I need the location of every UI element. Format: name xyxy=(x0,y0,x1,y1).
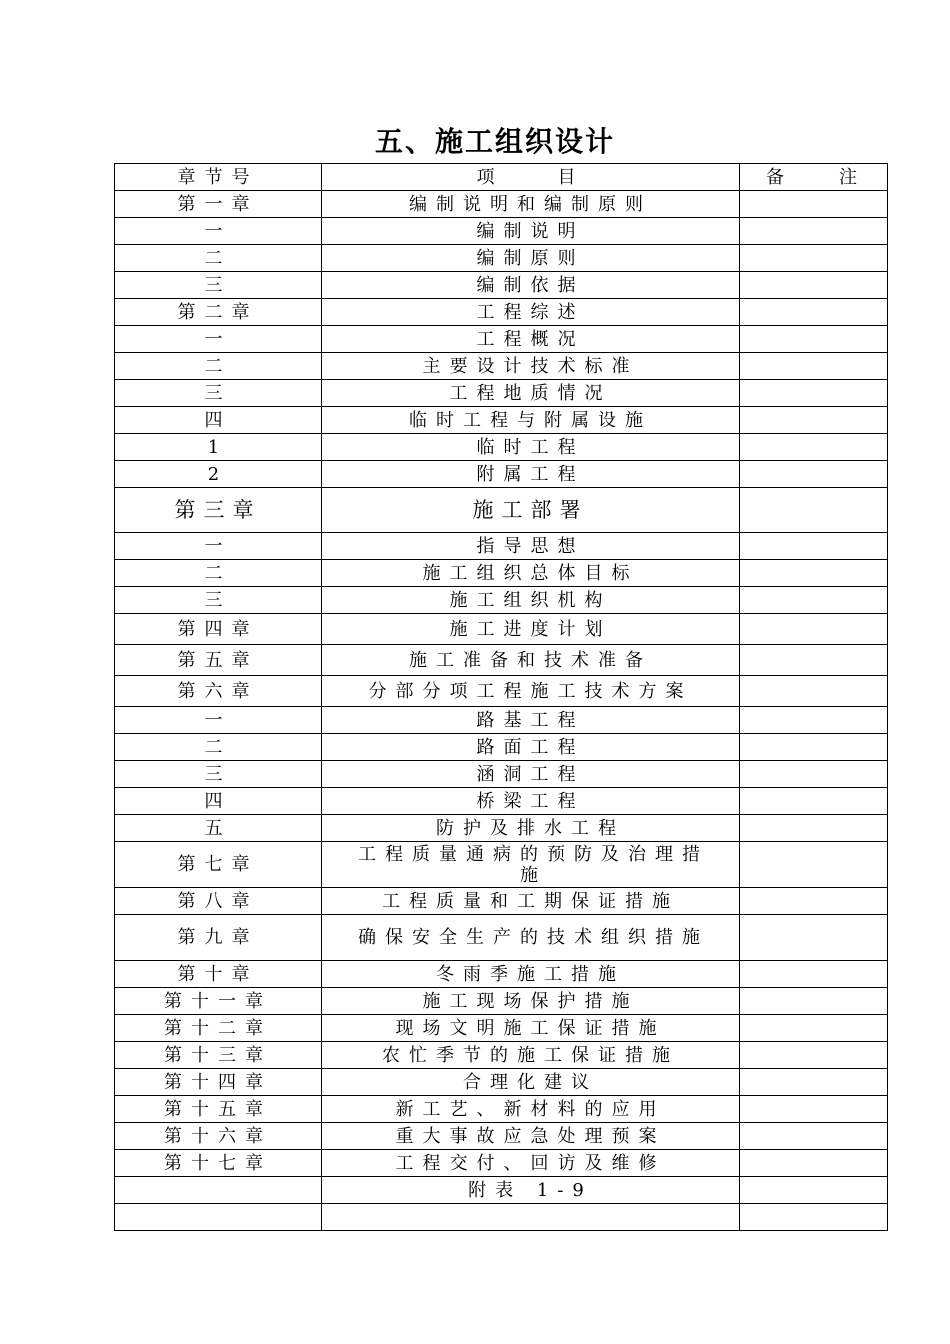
item-cell: 重大事故应急处理预案 xyxy=(322,1123,740,1150)
chapter-cell: 第十六章 xyxy=(115,1123,322,1150)
remark-cell xyxy=(740,191,888,218)
table-row xyxy=(115,191,888,218)
remark-cell xyxy=(740,614,888,645)
table-row xyxy=(115,560,888,587)
item-cell: 农忙季节的施工保证措施 xyxy=(322,1042,740,1069)
chapter-cell: 第一章 xyxy=(115,191,322,218)
page-title: 五、施工组织设计 xyxy=(374,125,615,158)
item-cell: 路基工程 xyxy=(322,707,740,734)
table-row xyxy=(115,380,888,407)
remark-cell xyxy=(740,645,888,676)
table-row xyxy=(115,1204,888,1231)
toc-table xyxy=(114,163,888,1231)
item-cell: 施工部署 xyxy=(322,488,740,533)
chapter-cell: 二 xyxy=(115,245,322,272)
table-row xyxy=(115,587,888,614)
header-remark-right: 注 xyxy=(839,166,857,188)
chapter-cell: 第十四章 xyxy=(115,1069,322,1096)
table-row xyxy=(115,788,888,815)
chapter-cell: 二 xyxy=(115,734,322,761)
table-row xyxy=(115,1123,888,1150)
table-row xyxy=(115,815,888,842)
table-row xyxy=(115,988,888,1015)
chapter-cell: 三 xyxy=(115,380,322,407)
item-cell: 冬雨季施工措施 xyxy=(322,961,740,988)
remark-cell xyxy=(740,676,888,707)
chapter-cell: 第十章 xyxy=(115,961,322,988)
item-cell: 涵洞工程 xyxy=(322,761,740,788)
item-cell: 编制依据 xyxy=(322,272,740,299)
item-cell: 施工准备和技术准备 xyxy=(322,645,740,676)
chapter-cell: 第八章 xyxy=(115,888,322,915)
item-cell: 工程交付、回访及维修 xyxy=(322,1150,740,1177)
item-cell xyxy=(322,1204,740,1231)
remark-cell xyxy=(740,461,888,488)
item-cell: 临时工程 xyxy=(322,434,740,461)
header-item: 项 目 xyxy=(322,164,740,191)
item-cell: 新工艺、新材料的应用 xyxy=(322,1096,740,1123)
remark-cell xyxy=(740,587,888,614)
remark-cell xyxy=(740,961,888,988)
chapter-cell: 第九章 xyxy=(115,915,322,961)
remark-cell xyxy=(740,488,888,533)
remark-cell xyxy=(740,380,888,407)
table-row xyxy=(115,461,888,488)
item-cell: 合理化建议 xyxy=(322,1069,740,1096)
chapter-cell: 二 xyxy=(115,353,322,380)
chapter-cell: 第三章 xyxy=(115,488,322,533)
item-cell: 路面工程 xyxy=(322,734,740,761)
remark-cell xyxy=(740,815,888,842)
item-cell: 工程质量和工期保证措施 xyxy=(322,888,740,915)
table-row xyxy=(115,272,888,299)
chapter-cell: 第二章 xyxy=(115,299,322,326)
remark-cell xyxy=(740,353,888,380)
item-cell: 分部分项工程施工技术方案 xyxy=(322,676,740,707)
chapter-cell: 第四章 xyxy=(115,614,322,645)
chapter-cell: 四 xyxy=(115,788,322,815)
table-row xyxy=(115,1069,888,1096)
remark-cell xyxy=(740,272,888,299)
table-row xyxy=(115,888,888,915)
item-cell: 工程质量通病的预防及治理措施 xyxy=(322,842,740,888)
item-cell: 确保安全生产的技术组织措施 xyxy=(322,915,740,961)
table-row xyxy=(115,1177,888,1204)
chapter-cell xyxy=(115,1204,322,1231)
table-row xyxy=(115,842,888,888)
remark-cell xyxy=(740,1150,888,1177)
remark-cell xyxy=(740,988,888,1015)
table-row xyxy=(115,1015,888,1042)
table-row xyxy=(115,614,888,645)
item-cell: 工程概况 xyxy=(322,326,740,353)
item-cell: 临时工程与附属设施 xyxy=(322,407,740,434)
remark-cell xyxy=(740,1123,888,1150)
table-row xyxy=(115,299,888,326)
table-row xyxy=(115,1150,888,1177)
remark-cell xyxy=(740,407,888,434)
table-row xyxy=(115,434,888,461)
item-cell: 附属工程 xyxy=(322,461,740,488)
remark-cell xyxy=(740,1042,888,1069)
chapter-cell: 一 xyxy=(115,218,322,245)
toc-body xyxy=(115,164,888,1231)
remark-cell xyxy=(740,915,888,961)
table-row xyxy=(115,353,888,380)
chapter-cell: 四 xyxy=(115,407,322,434)
item-cell: 施工现场保护措施 xyxy=(322,988,740,1015)
chapter-cell: 第十三章 xyxy=(115,1042,322,1069)
remark-cell xyxy=(740,533,888,560)
table-header-row xyxy=(115,164,888,191)
item-cell: 施工组织总体目标 xyxy=(322,560,740,587)
item-cell: 附表 1-9 xyxy=(322,1177,740,1204)
table-row xyxy=(115,676,888,707)
item-cell: 编制说明 xyxy=(322,218,740,245)
chapter-cell: 第六章 xyxy=(115,676,322,707)
chapter-cell: 一 xyxy=(115,326,322,353)
remark-cell xyxy=(740,788,888,815)
table-row xyxy=(115,407,888,434)
item-cell: 施工进度计划 xyxy=(322,614,740,645)
remark-cell xyxy=(740,1204,888,1231)
item-cell: 编制原则 xyxy=(322,245,740,272)
remark-cell xyxy=(740,761,888,788)
chapter-cell: 二 xyxy=(115,560,322,587)
table-row xyxy=(115,645,888,676)
chapter-cell: 第五章 xyxy=(115,645,322,676)
remark-cell xyxy=(740,1096,888,1123)
table-row xyxy=(115,245,888,272)
header-remark-left: 备 xyxy=(766,166,784,188)
remark-cell xyxy=(740,560,888,587)
chapter-cell: 第十一章 xyxy=(115,988,322,1015)
remark-cell xyxy=(740,842,888,888)
table-row xyxy=(115,761,888,788)
table-row xyxy=(115,961,888,988)
table-row xyxy=(115,488,888,533)
item-cell: 编制说明和编制原则 xyxy=(322,191,740,218)
chapter-cell: 一 xyxy=(115,707,322,734)
chapter-cell: 1 xyxy=(115,434,322,461)
remark-cell xyxy=(740,734,888,761)
remark-cell xyxy=(740,1069,888,1096)
remark-cell xyxy=(740,1015,888,1042)
table-row xyxy=(115,1096,888,1123)
item-cell: 现场文明施工保证措施 xyxy=(322,1015,740,1042)
remark-cell xyxy=(740,326,888,353)
header-remark xyxy=(740,164,888,191)
chapter-cell: 第七章 xyxy=(115,842,322,888)
header-chapter: 章节号 xyxy=(115,164,322,191)
table-row xyxy=(115,218,888,245)
item-cell: 指导思想 xyxy=(322,533,740,560)
chapter-cell: 一 xyxy=(115,533,322,560)
table-row xyxy=(115,707,888,734)
chapter-cell: 五 xyxy=(115,815,322,842)
chapter-cell: 2 xyxy=(115,461,322,488)
remark-cell xyxy=(740,1177,888,1204)
remark-cell xyxy=(740,434,888,461)
item-cell: 工程地质情况 xyxy=(322,380,740,407)
item-cell: 主要设计技术标准 xyxy=(322,353,740,380)
item-cell: 桥梁工程 xyxy=(322,788,740,815)
table-row xyxy=(115,734,888,761)
item-cell: 工程综述 xyxy=(322,299,740,326)
item-cell: 防护及排水工程 xyxy=(322,815,740,842)
chapter-cell: 第十七章 xyxy=(115,1150,322,1177)
remark-cell xyxy=(740,245,888,272)
table-row xyxy=(115,533,888,560)
remark-cell xyxy=(740,218,888,245)
item-cell: 施工组织机构 xyxy=(322,587,740,614)
remark-cell xyxy=(740,707,888,734)
table-row xyxy=(115,915,888,961)
remark-cell xyxy=(740,299,888,326)
table-row xyxy=(115,326,888,353)
chapter-cell: 第十五章 xyxy=(115,1096,322,1123)
chapter-cell xyxy=(115,1177,322,1204)
chapter-cell: 第十二章 xyxy=(115,1015,322,1042)
chapter-cell: 三 xyxy=(115,761,322,788)
chapter-cell: 三 xyxy=(115,587,322,614)
remark-cell xyxy=(740,888,888,915)
table-row xyxy=(115,1042,888,1069)
chapter-cell: 三 xyxy=(115,272,322,299)
